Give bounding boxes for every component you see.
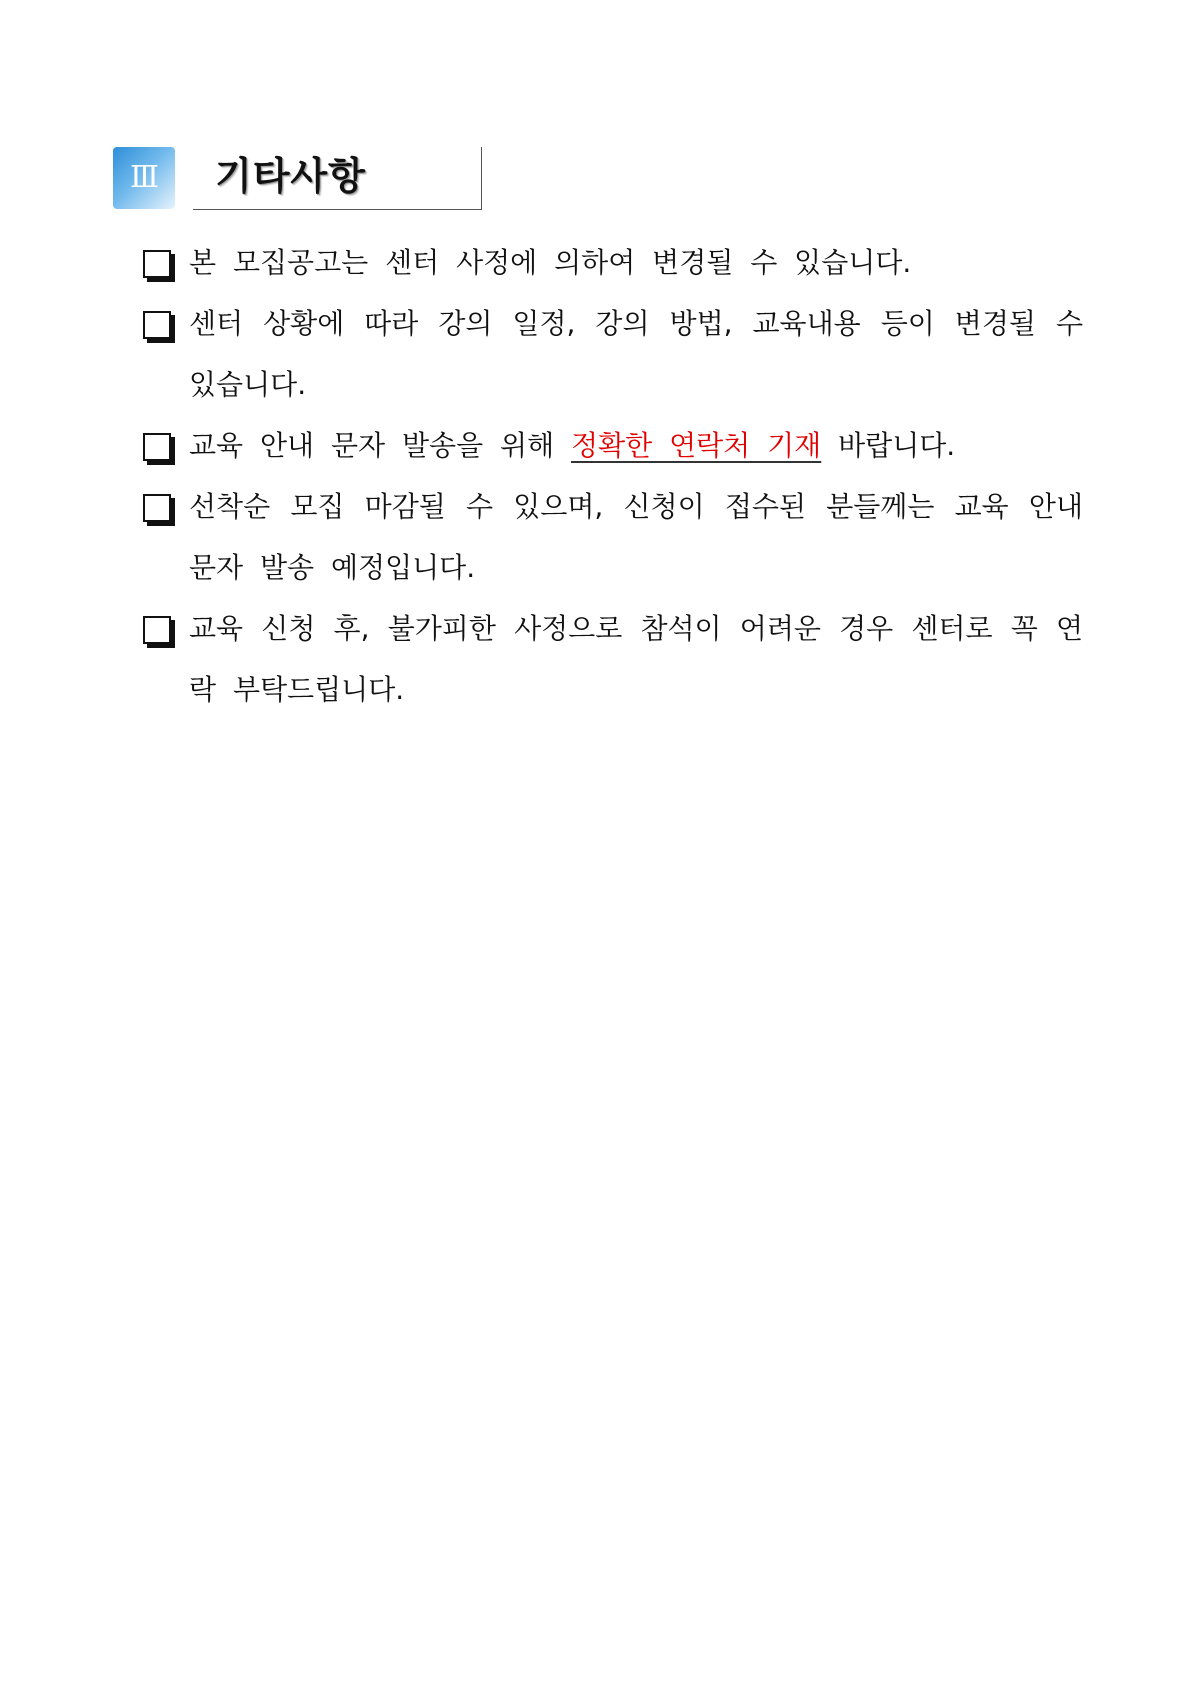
item-text: 본 모집공고는 센터 사정에 의하여 변경될 수 있습니다.	[189, 246, 912, 279]
item-text: 센터 상황에 따라 강의 일정, 강의 방법, 교육내용 등이 변경될 수 있습니다.	[189, 307, 1083, 401]
list-item	[143, 293, 1083, 415]
section-number-badge: Ⅲ	[113, 147, 175, 209]
list-item	[143, 598, 1083, 720]
notice-list	[143, 232, 1083, 720]
checkbox-icon	[143, 494, 171, 522]
item-text-before: 교육 안내 문자 발송을 위해	[189, 429, 572, 462]
item-text: 교육 신청 후, 불가피한 사정으로 참석이 어려운 경우 센터로 꼭 연락 부탁드립니다.	[189, 612, 1083, 706]
item-highlight-text: 정확한 연락처 기재	[571, 429, 822, 462]
checkbox-icon	[143, 250, 171, 278]
checkbox-icon	[143, 311, 171, 339]
section-header	[113, 147, 483, 211]
checkbox-icon	[143, 433, 171, 461]
list-item	[143, 476, 1083, 598]
section-title-box	[193, 147, 482, 210]
list-item	[143, 415, 1083, 476]
item-text-after: 바랍니다.	[821, 429, 956, 462]
section-title: 기타사항	[215, 154, 366, 198]
checkbox-icon	[143, 616, 171, 644]
list-item	[143, 232, 1083, 293]
item-text: 선착순 모집 마감될 수 있으며, 신청이 접수된 분들께는 교육 안내 문자 발송 예정입니다.	[189, 490, 1083, 584]
